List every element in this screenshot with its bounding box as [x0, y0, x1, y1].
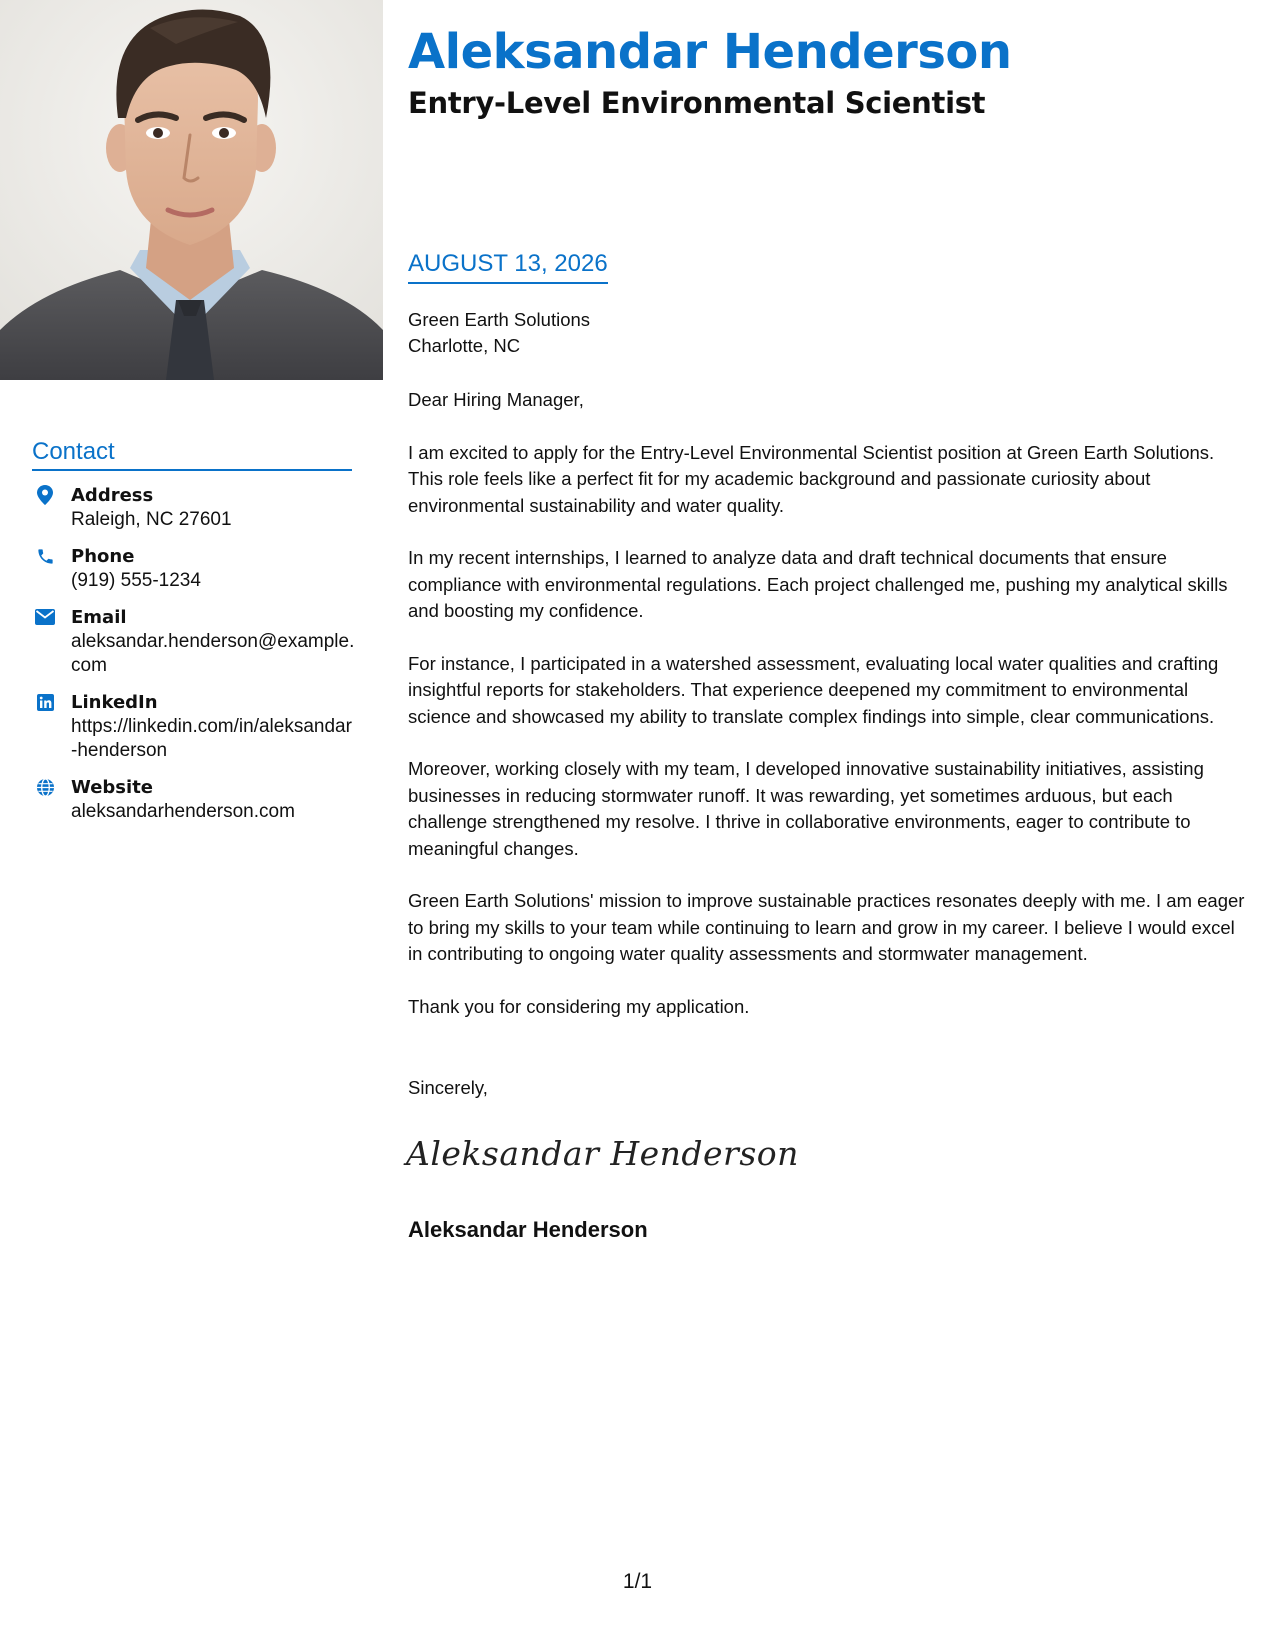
letter-body	[408, 387, 1253, 1046]
signer-name: Aleksandar Henderson	[408, 1217, 648, 1242]
contact-item-address	[32, 484, 362, 532]
applicant-name: Aleksandar Henderson	[408, 24, 1012, 80]
paragraph: I am excited to apply for the Entry-Level Environmental Scientist position at Green Earth Solutions. This role feels like a perfect fit for my academic background and passionate curiosity about environmental sustainability and water quality.	[408, 441, 1215, 516]
contact-label: LinkedIn	[71, 692, 158, 713]
contact-item-linkedin	[32, 691, 362, 763]
job-title: Entry-Level Environmental Scientist	[408, 86, 986, 120]
email-value[interactable]: aleksandar.henderson@example.com	[71, 631, 355, 676]
recipient-company: Green Earth Solutions	[408, 309, 591, 330]
recipient-location: Charlotte, NC	[408, 335, 521, 356]
linkedin-icon	[34, 691, 56, 713]
contact-heading: Contact	[32, 437, 352, 471]
contact-label: Address	[71, 485, 154, 506]
phone-icon	[34, 545, 56, 567]
letter-date: AUGUST 13, 2026	[408, 249, 608, 284]
contact-item-phone	[32, 545, 362, 593]
greeting: Dear Hiring Manager,	[408, 389, 584, 410]
paragraph: In my recent internships, I learned to analyze data and draft technical documents that ensure compliance with environmental regulations. Each project challenged me, pushing my analytical skills and boosting my confidence.	[408, 547, 1228, 621]
phone-value: (919) 555-1234	[71, 570, 201, 591]
contact-item-email	[32, 606, 362, 678]
paragraph: For instance, I participated in a watershed assessment, evaluating local water qualities and crafting insightful reports for stakeholders. That experience deepened my commitment to environmental science and showcased my ability to translate complex findings into simple, clear communications.	[408, 652, 1219, 727]
page-number: 1/1	[622, 1570, 653, 1593]
contact-label: Website	[71, 777, 154, 798]
profile-photo	[0, 0, 383, 380]
location-pin-icon	[34, 484, 56, 506]
contact-list	[32, 484, 362, 837]
recipient-block	[408, 307, 590, 359]
contact-label: Email	[71, 607, 127, 628]
linkedin-value[interactable]: https://linkedin.com/in/aleksandar-henderson	[71, 716, 352, 761]
address-value: Raleigh, NC 27601	[71, 509, 232, 530]
thanks-line: Thank you for considering my application.	[408, 995, 750, 1017]
globe-icon	[34, 776, 56, 798]
closing: Sincerely,	[408, 1077, 488, 1098]
email-icon	[34, 606, 56, 628]
paragraph: Moreover, working closely with my team, I developed innovative sustainability initiatives, assisting businesses in reducing stormwater runoff. It was rewarding, yet sometimes arduous, but each challenge strengthened my resolve. I thrive in collaborative environments, eager to contribute to meaningful changes.	[408, 758, 1204, 859]
signature: Aleksandar Henderson	[406, 1134, 799, 1173]
website-value[interactable]: aleksandarhenderson.com	[71, 801, 295, 822]
contact-label: Phone	[71, 546, 135, 567]
contact-item-website	[32, 776, 362, 824]
paragraph: Green Earth Solutions' mission to improve sustainable practices resonates deeply with me. I am eager to bring my skills to your team while continuing to learn and grow in my career. I believe I would excel in contributing to ongoing water quality assessments and stormwater management.	[408, 890, 1245, 964]
